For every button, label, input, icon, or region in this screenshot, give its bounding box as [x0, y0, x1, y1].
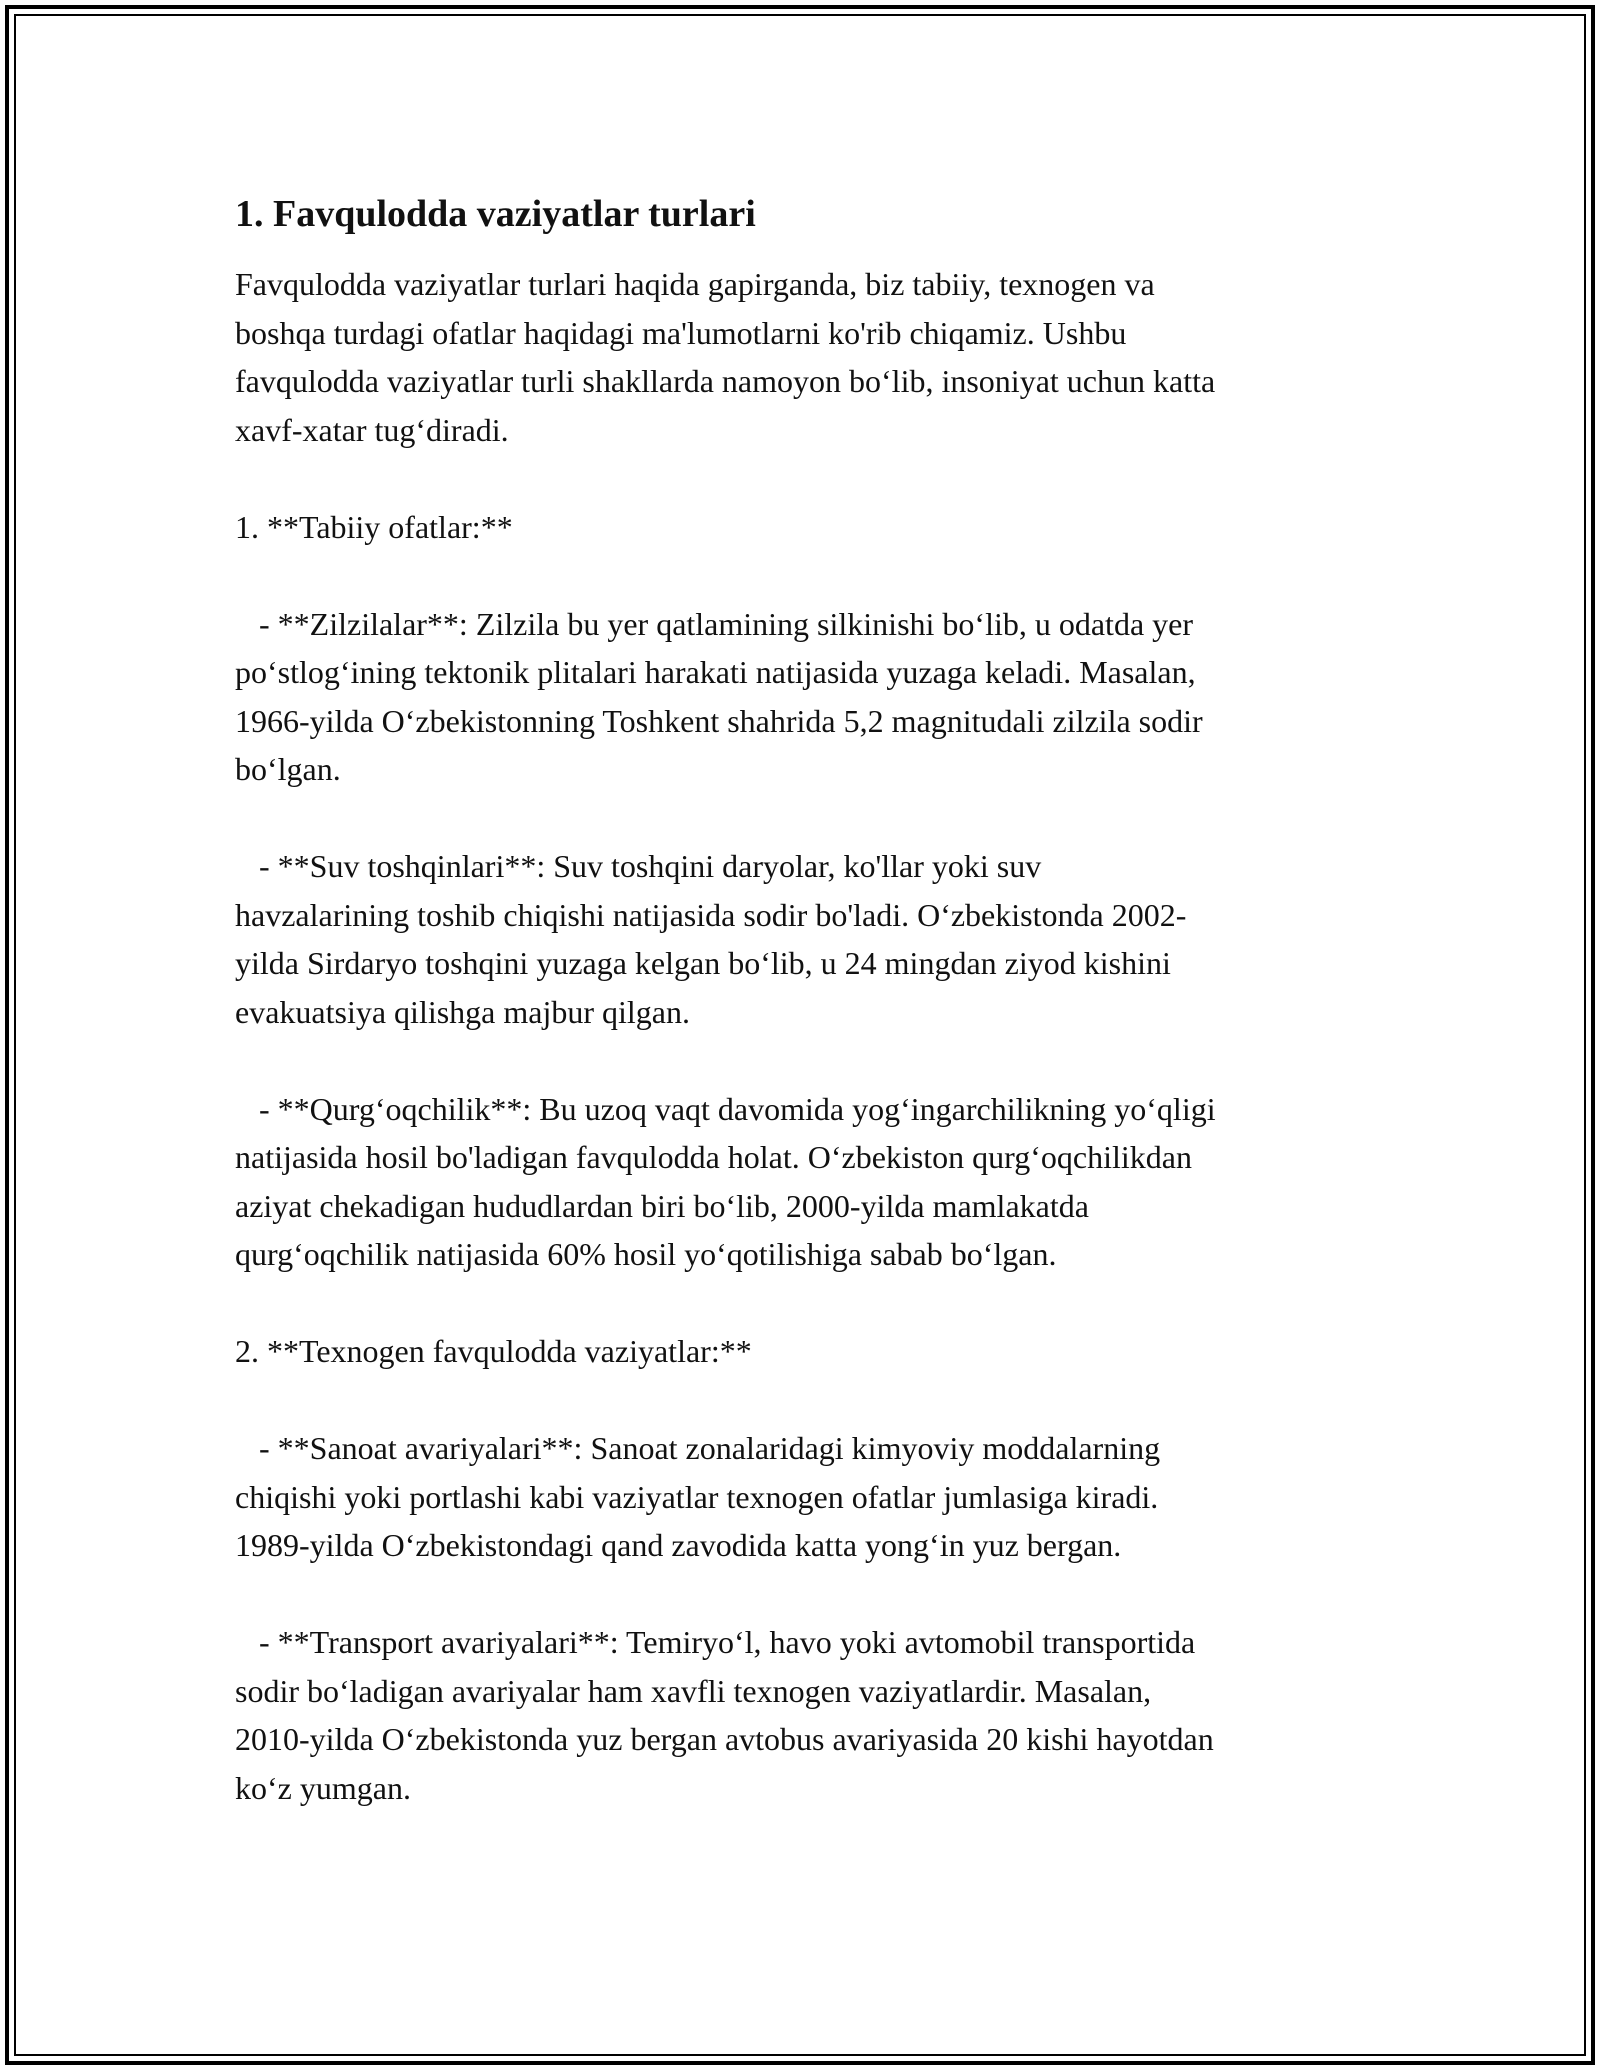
spacer: [235, 794, 1375, 843]
spacer: [235, 454, 1375, 503]
list-item-drought: - **Qurg‘oqchilik**: Bu uzoq vaqt davomida yog‘ingarchilikning yo‘qligi natijasida hosil bo'ladigan favqulodda holat. O‘zbekiston qurg‘oqchilikdan aziyat chekadigan hududlardan biri bo‘lib, 2000-yilda mamlakatda qurg‘oqchilik natijasida 60% hosil yo‘qotilishiga sabab bo‘lgan.: [235, 1090, 1216, 1272]
list-item-industrial-accidents: - **Sanoat avariyalari**: Sanoat zonalaridagi kimyoviy moddalarning chiqishi yoki portlashi kabi vaziyatlar texnogen ofatlar jumlasiga kiradi. 1989-yilda O‘zbekistondagi qand zavodida katta yong‘in yuz bergan.: [235, 1430, 1161, 1563]
section-heading-technogenic: 2. **Texnogen favqulodda vaziyatlar:**: [235, 1333, 752, 1369]
spacer: [235, 551, 1375, 600]
spacer: [235, 1376, 1375, 1425]
spacer: [235, 1570, 1375, 1619]
list-item-floods: - **Suv toshqinlari**: Suv toshqini daryolar, ko'llar yoki suv havzalarining toshib chiqishi natijasida sodir bo'ladi. O‘zbekistonda 2002- yilda Sirdaryo toshqini yuzaga kelgan bo‘lib, u 24 mingdan ziyod kishini evakuatsiya qilishga majbur qilgan.: [235, 848, 1187, 1030]
list-item-earthquakes: - **Zilzilalar**: Zilzila bu yer qatlamining silkinishi bo‘lib, u odatda yer po‘stlog‘ining tektonik plitalari harakati natijasida yuzaga keladi. Masalan, 1966-yilda O‘zbekistonning Toshkent shahrida 5,2 magnitudali zilzila sodir bo‘lgan.: [235, 605, 1203, 787]
spacer: [235, 1279, 1375, 1328]
document-body: [235, 186, 1375, 1812]
list-item-transport-accidents: - **Transport avariyalari**: Temiryo‘l, havo yoki avtomobil transportida sodir bo‘ladigan avariyalar ham xavfli texnogen vaziyatlardir. Masalan, 2010-yilda O‘zbekistonda yuz bergan avtobus avariyasida 20 kishi hayotdan ko‘z yumgan.: [235, 1624, 1214, 1806]
intro-paragraph: Favqulodda vaziyatlar turlari haqida gapirganda, biz tabiiy, texnogen va boshqa turdagi ofatlar haqidagi ma'lumotlarni ko'rib chiqamiz. Ushbu favqulodda vaziyatlar turli shakllarda namoyon bo‘lib, insoniyat uchun katta xavf-xatar tug‘diradi.: [235, 266, 1216, 448]
document-title: 1. Favqulodda vaziyatlar turlari: [235, 193, 756, 235]
spacer: [235, 1036, 1375, 1085]
section-heading-natural-disasters: 1. **Tabiiy ofatlar:**: [235, 508, 513, 545]
